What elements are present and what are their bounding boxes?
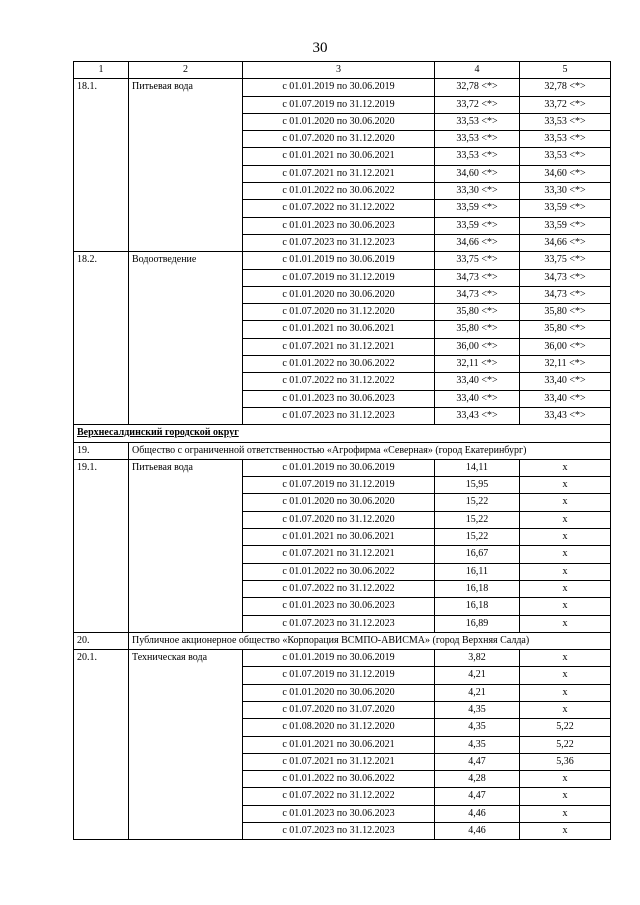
tariff-value-cell: 34,73 <*> [435, 269, 520, 286]
period-cell: с 01.07.2019 по 31.12.2019 [243, 667, 435, 684]
tariff-value-vat-cell: x [520, 529, 611, 546]
tariff-value-cell: 16,67 [435, 546, 520, 563]
period-cell: с 01.01.2020 по 30.06.2020 [243, 494, 435, 511]
tariff-value-cell: 4,21 [435, 667, 520, 684]
tariff-value-vat-cell: x [520, 823, 611, 840]
item-number: 19.1. [74, 459, 129, 632]
tariff-value-vat-cell: 34,66 <*> [520, 234, 611, 251]
tariff-value-vat-cell: 34,73 <*> [520, 286, 611, 303]
tariff-table-body [74, 62, 611, 840]
tariff-value-cell: 4,28 [435, 771, 520, 788]
tariff-value-cell: 4,47 [435, 788, 520, 805]
period-cell: с 01.07.2021 по 31.12.2021 [243, 165, 435, 182]
tariff-value-cell: 33,59 <*> [435, 200, 520, 217]
period-cell: с 01.08.2020 по 31.12.2020 [243, 719, 435, 736]
tariff-value-vat-cell: 33,59 <*> [520, 217, 611, 234]
period-cell: с 01.01.2023 по 30.06.2023 [243, 598, 435, 615]
tariff-value-vat-cell: 33,40 <*> [520, 390, 611, 407]
item-number: 18.1. [74, 79, 129, 252]
tariff-value-cell: 16,11 [435, 563, 520, 580]
tariff-value-vat-cell: x [520, 598, 611, 615]
period-cell: с 01.01.2023 по 30.06.2023 [243, 390, 435, 407]
organization-row [74, 632, 611, 649]
table-row [74, 79, 611, 96]
tariff-value-vat-cell: 33,53 <*> [520, 148, 611, 165]
tariff-value-vat-cell: 36,00 <*> [520, 338, 611, 355]
tariff-table [73, 61, 611, 840]
tariff-value-cell: 32,78 <*> [435, 79, 520, 96]
tariff-value-vat-cell: x [520, 684, 611, 701]
period-cell: с 01.01.2023 по 30.06.2023 [243, 805, 435, 822]
tariff-value-cell: 34,66 <*> [435, 234, 520, 251]
period-cell: с 01.01.2022 по 30.06.2022 [243, 771, 435, 788]
municipality-row [74, 425, 611, 442]
tariff-value-cell: 3,82 [435, 650, 520, 667]
tariff-value-cell: 36,00 <*> [435, 338, 520, 355]
period-cell: с 01.01.2021 по 30.06.2021 [243, 529, 435, 546]
period-cell: с 01.07.2020 по 31.12.2020 [243, 511, 435, 528]
period-cell: с 01.01.2021 по 30.06.2021 [243, 148, 435, 165]
tariff-value-cell: 15,22 [435, 494, 520, 511]
period-cell: с 01.07.2019 по 31.12.2019 [243, 96, 435, 113]
tariff-value-cell: 16,18 [435, 580, 520, 597]
tariff-value-vat-cell: x [520, 650, 611, 667]
service-name: Водоотведение [129, 252, 243, 425]
tariff-value-cell: 33,40 <*> [435, 390, 520, 407]
tariff-value-cell: 14,11 [435, 459, 520, 476]
period-cell: с 01.07.2020 по 31.07.2020 [243, 701, 435, 718]
header-col-4: 4 [435, 62, 520, 79]
tariff-value-vat-cell: x [520, 701, 611, 718]
item-number: 18.2. [74, 252, 129, 425]
tariff-value-cell: 4,35 [435, 719, 520, 736]
organization-name: Публичное акционерное общество «Корпорация ВСМПО-АВИСМА» (город Верхняя Салда) [129, 632, 611, 649]
tariff-value-vat-cell: 33,72 <*> [520, 96, 611, 113]
period-cell: с 01.01.2022 по 30.06.2022 [243, 563, 435, 580]
tariff-value-vat-cell: 35,80 <*> [520, 304, 611, 321]
tariff-value-vat-cell: 33,59 <*> [520, 200, 611, 217]
service-name: Техническая вода [129, 650, 243, 840]
period-cell: с 01.01.2023 по 30.06.2023 [243, 217, 435, 234]
service-name: Питьевая вода [129, 79, 243, 252]
table-row [74, 459, 611, 476]
organization-number: 19. [74, 442, 129, 459]
tariff-value-vat-cell: 33,75 <*> [520, 252, 611, 269]
tariff-value-cell: 33,59 <*> [435, 217, 520, 234]
organization-name: Общество с ограниченной ответственностью «Агрофирма «Северная» (город Екатеринбург) [129, 442, 611, 459]
period-cell: с 01.07.2021 по 31.12.2021 [243, 753, 435, 770]
tariff-value-cell: 4,35 [435, 736, 520, 753]
header-col-5: 5 [520, 62, 611, 79]
tariff-value-cell: 15,95 [435, 477, 520, 494]
period-cell: с 01.07.2019 по 31.12.2019 [243, 269, 435, 286]
tariff-value-cell: 16,89 [435, 615, 520, 632]
tariff-value-cell: 4,21 [435, 684, 520, 701]
period-cell: с 01.07.2020 по 31.12.2020 [243, 131, 435, 148]
tariff-value-vat-cell: 5,36 [520, 753, 611, 770]
tariff-value-vat-cell: 34,60 <*> [520, 165, 611, 182]
tariff-value-vat-cell: x [520, 805, 611, 822]
tariff-value-vat-cell: 35,80 <*> [520, 321, 611, 338]
period-cell: с 01.01.2020 по 30.06.2020 [243, 684, 435, 701]
tariff-value-cell: 15,22 [435, 511, 520, 528]
tariff-value-cell: 33,53 <*> [435, 131, 520, 148]
period-cell: с 01.07.2022 по 31.12.2022 [243, 373, 435, 390]
tariff-value-vat-cell: 33,53 <*> [520, 113, 611, 130]
tariff-value-cell: 34,73 <*> [435, 286, 520, 303]
tariff-value-cell: 33,40 <*> [435, 373, 520, 390]
header-row [74, 62, 611, 79]
tariff-value-vat-cell: 33,43 <*> [520, 407, 611, 424]
tariff-value-cell: 15,22 [435, 529, 520, 546]
tariff-value-vat-cell: 33,30 <*> [520, 183, 611, 200]
item-number: 20.1. [74, 650, 129, 840]
tariff-value-cell: 35,80 <*> [435, 321, 520, 338]
tariff-value-cell: 32,11 <*> [435, 356, 520, 373]
tariff-value-vat-cell: x [520, 667, 611, 684]
header-col-1: 1 [74, 62, 129, 79]
period-cell: с 01.07.2019 по 31.12.2019 [243, 477, 435, 494]
page-number: 30 [312, 40, 328, 56]
tariff-value-vat-cell: 33,53 <*> [520, 131, 611, 148]
header-col-2: 2 [129, 62, 243, 79]
period-cell: с 01.07.2022 по 31.12.2022 [243, 200, 435, 217]
tariff-value-cell: 4,47 [435, 753, 520, 770]
tariff-value-cell: 33,72 <*> [435, 96, 520, 113]
tariff-value-cell: 33,53 <*> [435, 113, 520, 130]
tariff-value-cell: 4,46 [435, 805, 520, 822]
period-cell: с 01.07.2022 по 31.12.2022 [243, 580, 435, 597]
tariff-value-vat-cell: 34,73 <*> [520, 269, 611, 286]
tariff-value-vat-cell: 5,22 [520, 736, 611, 753]
tariff-value-cell: 16,18 [435, 598, 520, 615]
tariff-value-cell: 33,75 <*> [435, 252, 520, 269]
period-cell: с 01.01.2021 по 30.06.2021 [243, 736, 435, 753]
period-cell: с 01.01.2020 по 30.06.2020 [243, 286, 435, 303]
period-cell: с 01.01.2022 по 30.06.2022 [243, 356, 435, 373]
municipality-title: Верхнесалдинский городской округ [74, 425, 611, 442]
period-cell: с 01.07.2023 по 31.12.2023 [243, 823, 435, 840]
period-cell: с 01.01.2020 по 30.06.2020 [243, 113, 435, 130]
tariff-value-vat-cell: 32,78 <*> [520, 79, 611, 96]
tariff-value-vat-cell: 5,22 [520, 719, 611, 736]
period-cell: с 01.07.2021 по 31.12.2021 [243, 338, 435, 355]
tariff-value-vat-cell: x [520, 563, 611, 580]
tariff-value-vat-cell: x [520, 615, 611, 632]
period-cell: с 01.01.2022 по 30.06.2022 [243, 183, 435, 200]
tariff-value-vat-cell: 32,11 <*> [520, 356, 611, 373]
organization-row [74, 442, 611, 459]
table-row [74, 650, 611, 667]
period-cell: с 01.01.2019 по 30.06.2019 [243, 252, 435, 269]
period-cell: с 01.07.2022 по 31.12.2022 [243, 788, 435, 805]
period-cell: с 01.01.2019 по 30.06.2019 [243, 459, 435, 476]
tariff-value-cell: 35,80 <*> [435, 304, 520, 321]
tariff-value-vat-cell: x [520, 771, 611, 788]
tariff-value-vat-cell: x [520, 511, 611, 528]
service-name: Питьевая вода [129, 459, 243, 632]
tariff-value-cell: 33,53 <*> [435, 148, 520, 165]
tariff-value-cell: 34,60 <*> [435, 165, 520, 182]
organization-number: 20. [74, 632, 129, 649]
tariff-value-vat-cell: x [520, 494, 611, 511]
tariff-value-vat-cell: x [520, 477, 611, 494]
period-cell: с 01.07.2020 по 31.12.2020 [243, 304, 435, 321]
period-cell: с 01.01.2021 по 30.06.2021 [243, 321, 435, 338]
tariff-value-vat-cell: x [520, 580, 611, 597]
period-cell: с 01.07.2023 по 31.12.2023 [243, 407, 435, 424]
period-cell: с 01.07.2023 по 31.12.2023 [243, 234, 435, 251]
tariff-value-cell: 33,30 <*> [435, 183, 520, 200]
tariff-value-vat-cell: 33,40 <*> [520, 373, 611, 390]
table-row [74, 252, 611, 269]
header-col-3: 3 [243, 62, 435, 79]
period-cell: с 01.01.2019 по 30.06.2019 [243, 650, 435, 667]
tariff-value-cell: 4,35 [435, 701, 520, 718]
tariff-value-vat-cell: x [520, 788, 611, 805]
tariff-value-cell: 4,46 [435, 823, 520, 840]
period-cell: с 01.07.2021 по 31.12.2021 [243, 546, 435, 563]
period-cell: с 01.07.2023 по 31.12.2023 [243, 615, 435, 632]
tariff-value-cell: 33,43 <*> [435, 407, 520, 424]
tariff-value-vat-cell: x [520, 459, 611, 476]
period-cell: с 01.01.2019 по 30.06.2019 [243, 79, 435, 96]
tariff-value-vat-cell: x [520, 546, 611, 563]
